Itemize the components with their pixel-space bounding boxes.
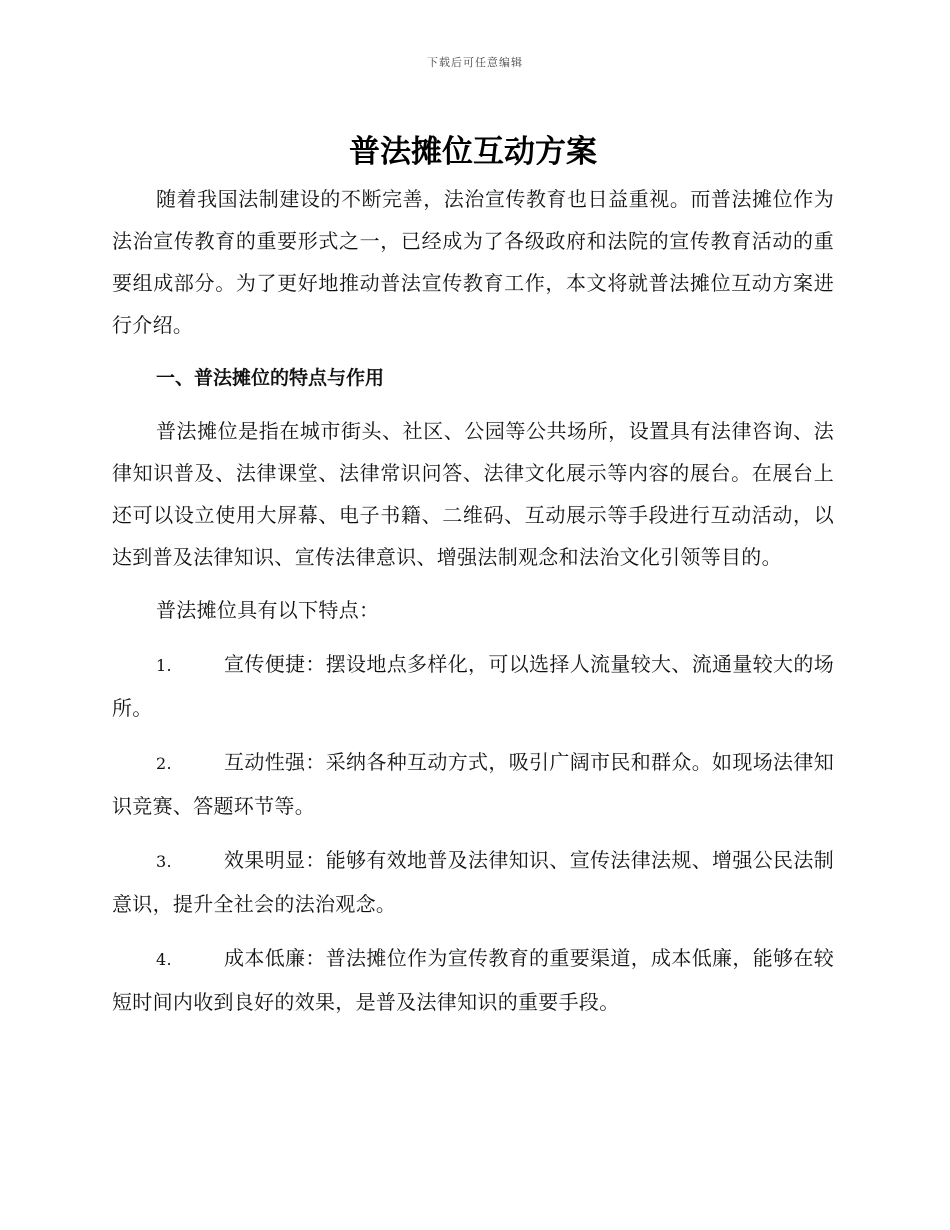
- list-number: 3.: [156, 852, 172, 871]
- section-paragraph: 普法摊位是指在城市街头、社区、公园等公共场所，设置具有法律咨询、法律知识普及、法律课堂、法律常识问答、法律文化展示等内容的展台。在展台上还可以设立使用大屏幕、电子书籍、二维码、互动展示等手段进行互动活动，以达到普及法律知识、宣传法律意识、增强法制观念和法治文化引领等目的。: [112, 419, 834, 569]
- list-item: [112, 839, 834, 925]
- list-item-text: 效果明显：能够有效地普及法律知识、宣传法律法规、增强公民法制意识，提升全社会的法治观念。: [112, 848, 834, 916]
- list-item-text: 互动性强：采纳各种互动方式，吸引广阔市民和群众。如现场法律知识竞赛、答题环节等。: [112, 750, 834, 818]
- features-intro: 普法摊位具有以下特点：: [156, 598, 380, 622]
- list-item-text: 宣传便捷：摆设地点多样化，可以选择人流量较大、流通量较大的场所。: [112, 652, 834, 720]
- intro-paragraph: 随着我国法制建设的不断完善，法治宣传教育也日益重视。而普法摊位作为法治宣传教育的重要形式之一，已经成为了各级政府和法院的宣传教育活动的重要组成部分。为了更好地推动普法宣传教育工作，本文将就普法摊位互动方案进行介绍。: [112, 187, 834, 337]
- list-item: [112, 643, 834, 729]
- list-number: 4.: [156, 950, 172, 969]
- section-heading: 一、普法摊位的特点与作用: [156, 367, 385, 389]
- document-title: 普法摊位互动方案: [349, 134, 597, 170]
- list-item: [112, 937, 834, 1023]
- list-item-text: 成本低廉：普法摊位作为宣传教育的重要渠道，成本低廉，能够在较短时间内收到良好的效果，是普及法律知识的重要手段。: [112, 946, 834, 1014]
- list-number: 2.: [156, 754, 172, 773]
- document-body: [112, 126, 834, 1023]
- header-note: 下载后可任意编辑: [427, 56, 523, 69]
- list-item: [112, 741, 834, 827]
- list-number: 1.: [156, 656, 172, 675]
